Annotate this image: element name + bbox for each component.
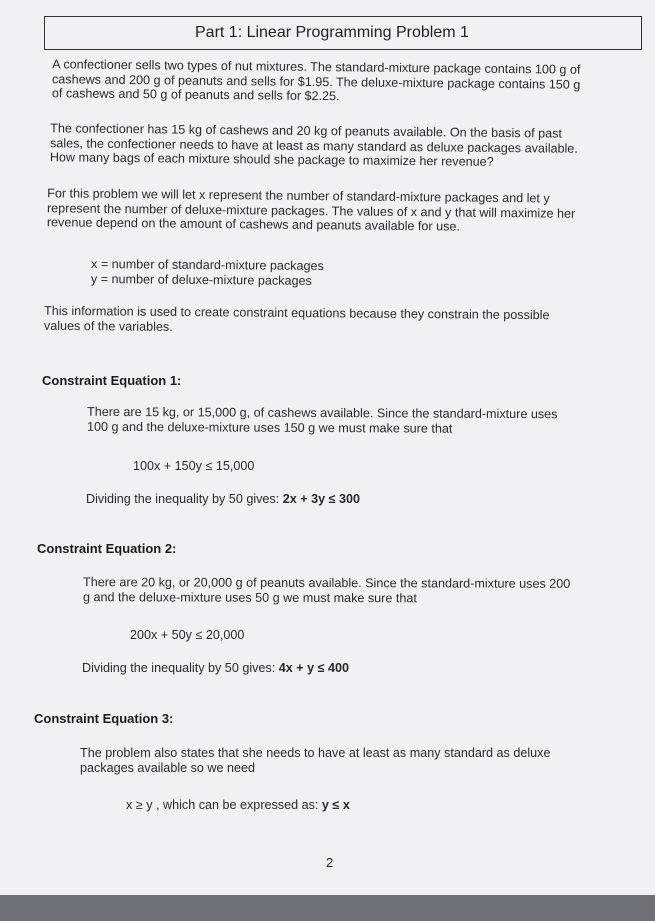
constraint-2-result: 4x + y ≤ 400 bbox=[278, 661, 350, 675]
constraint-3-result: y ≤ x bbox=[321, 798, 350, 812]
constraint-1-result-line bbox=[86, 492, 360, 507]
constraint-intro-line: This information is used to create constraint equations because they constrain the possible bbox=[44, 303, 550, 323]
constraint-3-condition-line bbox=[126, 798, 350, 813]
variable-definitions bbox=[91, 257, 324, 288]
constraint-1-line: There are 15 kg, or 15,000 g, of cashews available. Since the standard-mixture uses bbox=[87, 404, 558, 422]
problem-line: sales, the confectioner needs to have at least as many standard as deluxe packages available. bbox=[49, 135, 578, 156]
constraint-2-result-line bbox=[82, 661, 349, 676]
problem-paragraph bbox=[50, 121, 578, 170]
variable-x-definition: x = number of standard-mixture packages bbox=[91, 256, 324, 274]
intro-line: cashews and 200 g of peanuts and sells for $1.95. The deluxe-mixture package contains 150 g bbox=[51, 71, 581, 92]
intro-paragraph bbox=[52, 57, 581, 106]
constraint-intro-paragraph bbox=[44, 304, 550, 337]
constraint-3-text bbox=[80, 746, 550, 775]
constraint-1-divide-text: Dividing the inequality by 50 gives: bbox=[86, 492, 280, 506]
page-number: 2 bbox=[326, 855, 334, 870]
constraint-3-line: The problem also states that she needs to have at least as many standard as deluxe bbox=[80, 746, 551, 760]
intro-line: A confectioner sells two types of nut mixtures. The standard-mixture package contains 100 g of bbox=[52, 57, 581, 77]
constraint-2-line: g and the deluxe-mixture uses 50 g we must make sure that bbox=[82, 589, 417, 605]
constraint-1-text bbox=[87, 405, 558, 436]
variables-line: For this problem we will let x represent the number of standard-mixture packages and let y bbox=[47, 186, 550, 206]
intro-line: of cashews and 50 g of peanuts and sells for $2.25. bbox=[51, 86, 340, 104]
constraint-1-result: 2x + 3y ≤ 300 bbox=[282, 492, 361, 506]
constraint-3-condition: x ≥ y , which can be expressed as: bbox=[126, 798, 319, 812]
constraint-intro-line: values of the variables. bbox=[43, 318, 173, 334]
constraint-1-line: 100 g and the deluxe-mixture uses 150 g we must make sure that bbox=[86, 419, 453, 436]
constraint-2-divide-text: Dividing the inequality by 50 gives: bbox=[82, 661, 276, 675]
problem-line: How many bags of each mixture should she package to maximize her revenue? bbox=[49, 150, 494, 169]
constraint-3-heading: Constraint Equation 3: bbox=[34, 711, 174, 726]
constraint-1-equation: 100x + 150y ≤ 15,000 bbox=[133, 459, 255, 473]
variables-line: revenue depend on the amount of cashews and peanuts available for use. bbox=[46, 215, 461, 234]
problem-line: The confectioner has 15 kg of cashews and 20 kg of peanuts available. On the basis of past bbox=[50, 121, 562, 141]
constraint-2-heading: Constraint Equation 2: bbox=[37, 541, 177, 556]
constraint-3-line: packages available so we need bbox=[80, 760, 256, 775]
variables-line: represent the number of deluxe-mixture packages. The values of x and y that will maximize her bbox=[46, 200, 576, 221]
page-edge-shadow bbox=[0, 895, 655, 921]
title-box bbox=[44, 16, 642, 50]
variable-y-definition: y = number of deluxe-mixture packages bbox=[90, 271, 312, 288]
constraint-2-line: There are 20 kg, or 20,000 g of peanuts available. Since the standard-mixture uses 200 bbox=[83, 575, 571, 591]
constraint-1-heading: Constraint Equation 1: bbox=[42, 373, 182, 388]
constraint-2-equation: 200x + 50y ≤ 20,000 bbox=[130, 628, 245, 642]
variables-paragraph bbox=[47, 186, 576, 235]
constraint-2-text bbox=[83, 575, 570, 606]
page-title: Part 1: Linear Programming Problem 1 bbox=[195, 24, 469, 41]
